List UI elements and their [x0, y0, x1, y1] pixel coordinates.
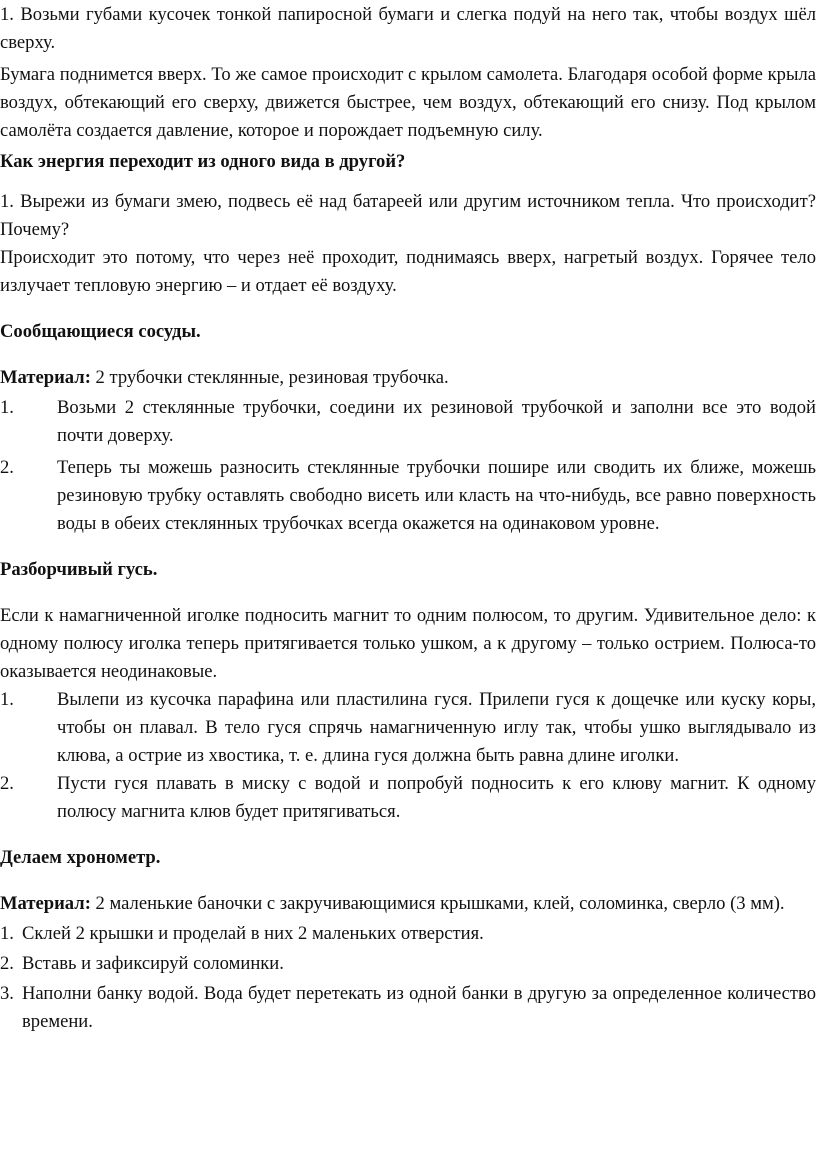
heading-chronometer: Делаем хронометр.: [0, 847, 161, 868]
materials-text: 2 маленькие баночки с закручивающимися крышками, клей, соломинка, сверло (3 мм).: [90, 893, 785, 914]
list-text: Вылепи из кусочка парафина или пластилина гуся. Прилепи гуся к дощечке или куску коры, чтобы он плавал. В тело гуся спрячь намагниченную иглу так, чтобы ушко выглядывало из клюва, а острие из хвостика, т. е. длина гуся должна быть равна длине иголки.: [57, 689, 816, 766]
list-number: 1.: [0, 923, 14, 944]
list-item: [0, 394, 816, 450]
list-number: 3.: [0, 983, 14, 1004]
materials-chronometer: [0, 890, 816, 918]
list-number: 2.: [0, 457, 14, 478]
paragraph-magnet-needle: Если к намагниченной иголке подносить магнит то одним полюсом, то другим. Удивительное дело: к одному полюсу иголка теперь притягивается только ушком, а к другому – только острием. Полюса-то оказывается неодинаковые.: [0, 605, 816, 682]
heading-picky-goose: Разборчивый гусь.: [0, 559, 158, 580]
list-item: [0, 980, 816, 1036]
paragraph-snake-explanation: Происходит это потому, что через неё проходит, поднимаясь вверх, нагретый воздух. Горячее тело излучает тепловую энергию – и отдает её воздуху.: [0, 247, 816, 296]
materials-label: Материал:: [0, 893, 91, 914]
materials-label: Материал:: [0, 367, 91, 388]
materials-text: 2 трубочки стеклянные, резиновая трубочка.: [90, 367, 449, 388]
list-item: [0, 920, 816, 948]
list-text: Пусти гуся плавать в миску с водой и попробуй подносить к его клюву магнит. К одному полюсу магнита клюв будет притягиваться.: [57, 773, 816, 822]
list-number: 1.: [0, 397, 14, 418]
list-item: [0, 770, 816, 826]
list-text: Возьми 2 стеклянные трубочки, соедини их резиновой трубочкой и заполни все это водой почти доверху.: [57, 397, 816, 446]
paragraph-wing-explanation: Бумага поднимется вверх. То же самое происходит с крылом самолета. Благодаря особой форме крыла воздух, обтекающий его сверху, движется быстрее, чем воздух, обтекающий его снизу. Под крылом самолёта создается давление, которое и порождает подъемную силу.: [0, 64, 816, 141]
list-item: [0, 686, 816, 770]
list-number: 2.: [0, 773, 14, 794]
list-number: 2.: [0, 953, 14, 974]
heading-communicating-vessels: Сообщающиеся сосуды.: [0, 321, 201, 342]
list-item: [0, 950, 816, 978]
list-item: [0, 454, 816, 538]
list-text: Вставь и зафиксируй соломинки.: [22, 953, 284, 974]
list-text: Склей 2 крышки и проделай в них 2 маленьких отверстия.: [22, 923, 484, 944]
list-text: Наполни банку водой. Вода будет перетекать из одной банки в другую за определенное количество времени.: [22, 983, 816, 1032]
list-text: Теперь ты можешь разносить стеклянные трубочки пошире или сводить их ближе, можешь резиновую трубку оставлять свободно висеть или класть на что-нибудь, все равно поверхность воды в обеих стеклянных трубочках всегда окажется на одинаковом уровне.: [57, 457, 816, 534]
heading-energy-transfer: Как энергия переходит из одного вида в другой?: [0, 151, 406, 172]
paragraph-paper-experiment: 1. Возьми губами кусочек тонкой папиросной бумаги и слегка подуй на него так, чтобы воздух шёл сверху.: [0, 4, 816, 53]
materials-vessels: [0, 364, 816, 392]
paragraph-snake-experiment: 1. Вырежи из бумаги змею, подвесь её над батареей или другим источником тепла. Что происходит? Почему?: [0, 191, 816, 240]
list-number: 1.: [0, 689, 14, 710]
